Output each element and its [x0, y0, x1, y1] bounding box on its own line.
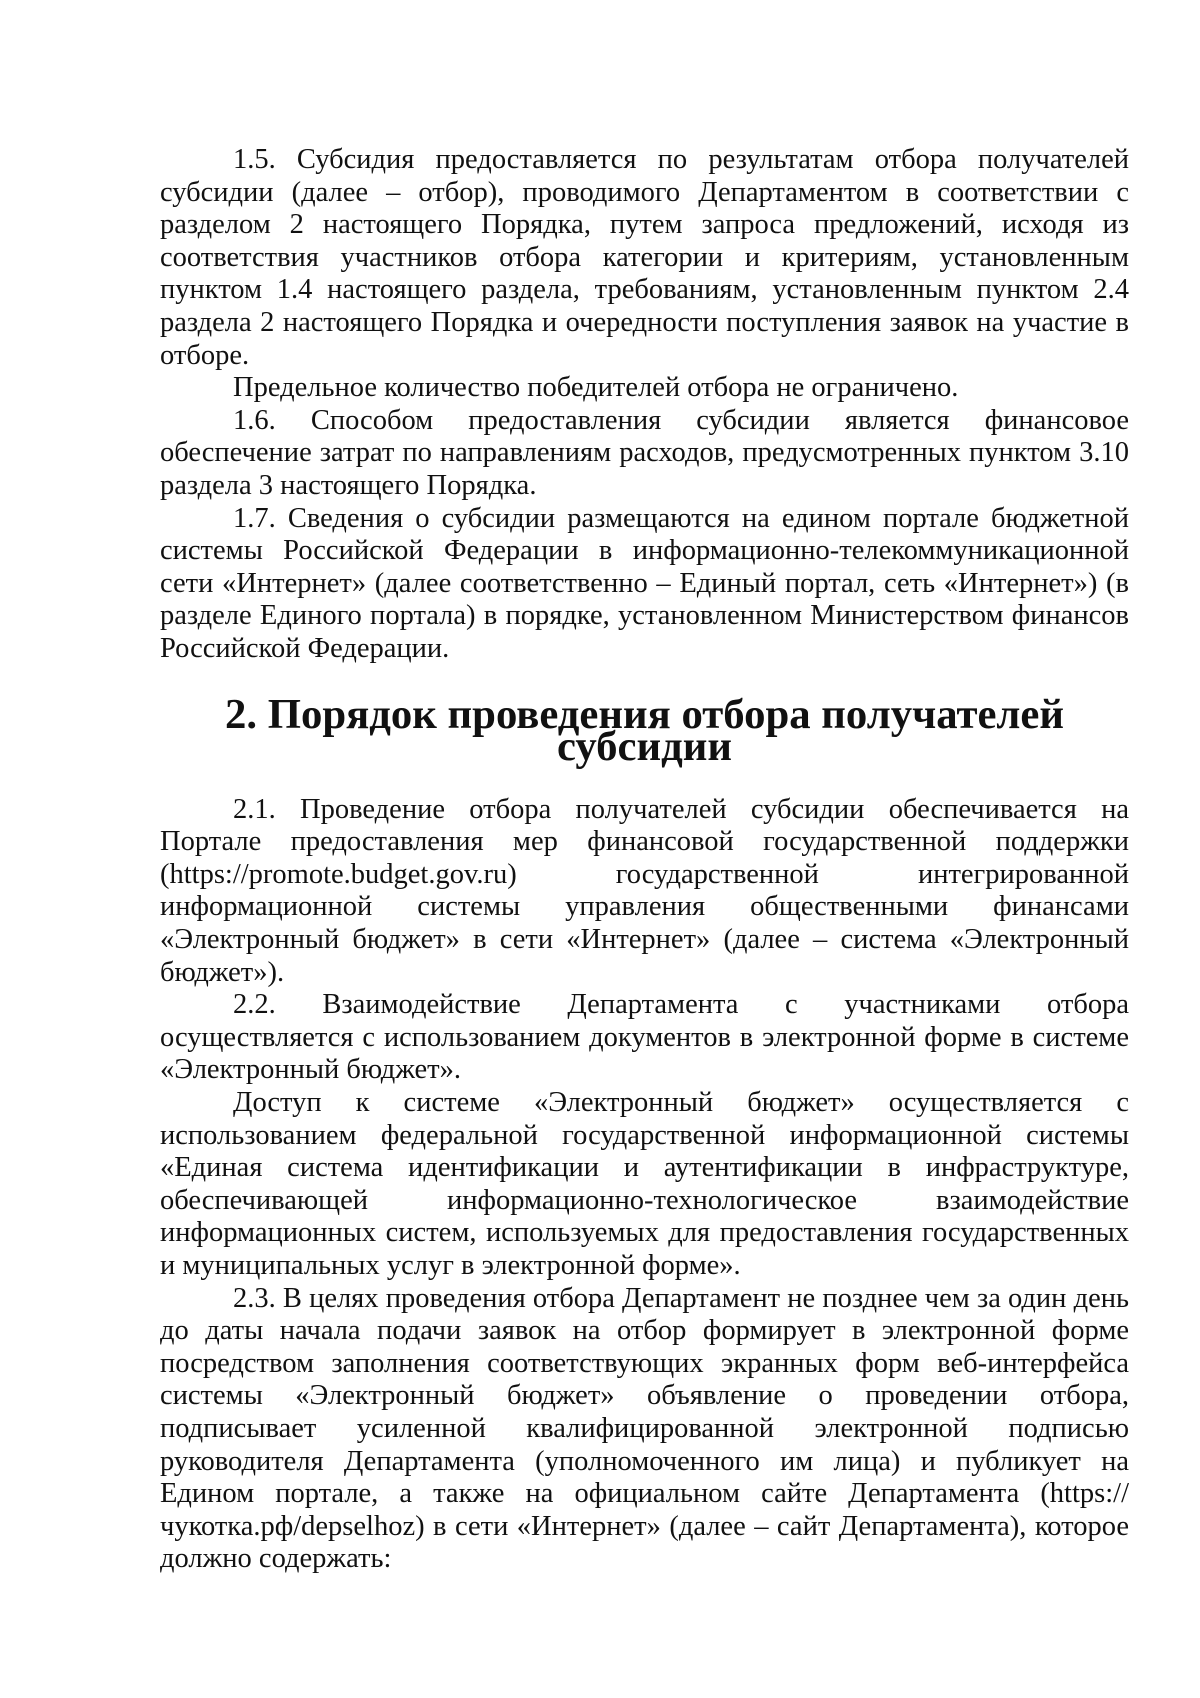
document-page	[160, 144, 1129, 1576]
paragraph-winners-limit: Предельное количество победителей отбора не ограничено.	[233, 372, 959, 404]
paragraph-2-2: 2.2. Взаимодействие Департамента с участниками отбора осуществляется с использованием документов в электронной форме в системе «Электронный бюджет».	[160, 989, 1129, 1086]
paragraph-2-3: 2.3. В целях проведения отбора Департамент не позднее чем за один день до даты начала подачи заявок на отбор формирует в электронной форме посредством заполнения соответствующих экранных форм веб-интерфейса системы «Электронный бюджет» объявление о проведении отбора, подписывает усиленной квалифицированной электронной подписью руководителя Департамента (уполномоченного им лица) и публикует на Едином портале, а также на официальном сайте Департамента (https://чукотка.рф/depselhoz) в сети «Интернет» (далее – сайт Департамента), которое должно содержать:	[160, 1282, 1129, 1575]
paragraph-1-7: 1.7. Сведения о субсидии размещаются на едином портале бюджетной системы Российской Федерации в информационно-телекоммуникационной сети «Интернет» (далее соответственно – Единый портал, сеть «Интернет») (в разделе Единого портала) в порядке, установленном Министерством финансов Российской Федерации.	[160, 502, 1129, 664]
paragraph-2-1: 2.1. Проведение отбора получателей субсидии обеспечивается на Портале предоставления мер финансовой государственной поддержки (https://promote.budget.gov.ru) государственной интегрированной информационной системы управления общественными финансами «Электронный бюджет» в сети «Интернет» (далее – система «Электронный бюджет»).	[160, 793, 1129, 988]
paragraph-1-5: 1.5. Субсидия предоставляется по результатам отбора получателей субсидии (далее – отбор), проводимого Департаментом в соответствии с разделом 2 настоящего Порядка, путем запроса предложений, исходя из соответствия участников отбора категории и критериям, установленным пунктом 1.4 настоящего раздела, требованиям, установленным пунктом 2.4 раздела 2 настоящего Порядка и очередности поступления заявок на участие в отборе.	[160, 144, 1129, 371]
paragraph-access: Доступ к системе «Электронный бюджет» осуществляется с использованием федеральной государственной информационной системы «Единая система идентификации и аутентификации в инфраструктуре, обеспечивающей информационно-технологическое взаимодействие информационных систем, используемых для предоставления государственных и муниципальных услуг в электронной форме».	[160, 1087, 1129, 1281]
section-2-heading: 2. Порядок проведения отбора получателей субсидии	[224, 690, 1065, 771]
paragraph-1-6: 1.6. Способом предоставления субсидии является финансовое обеспечение затрат по направлениям расходов, предусмотренных пунктом 3.10 раздела 3 настоящего Порядка.	[160, 404, 1129, 501]
